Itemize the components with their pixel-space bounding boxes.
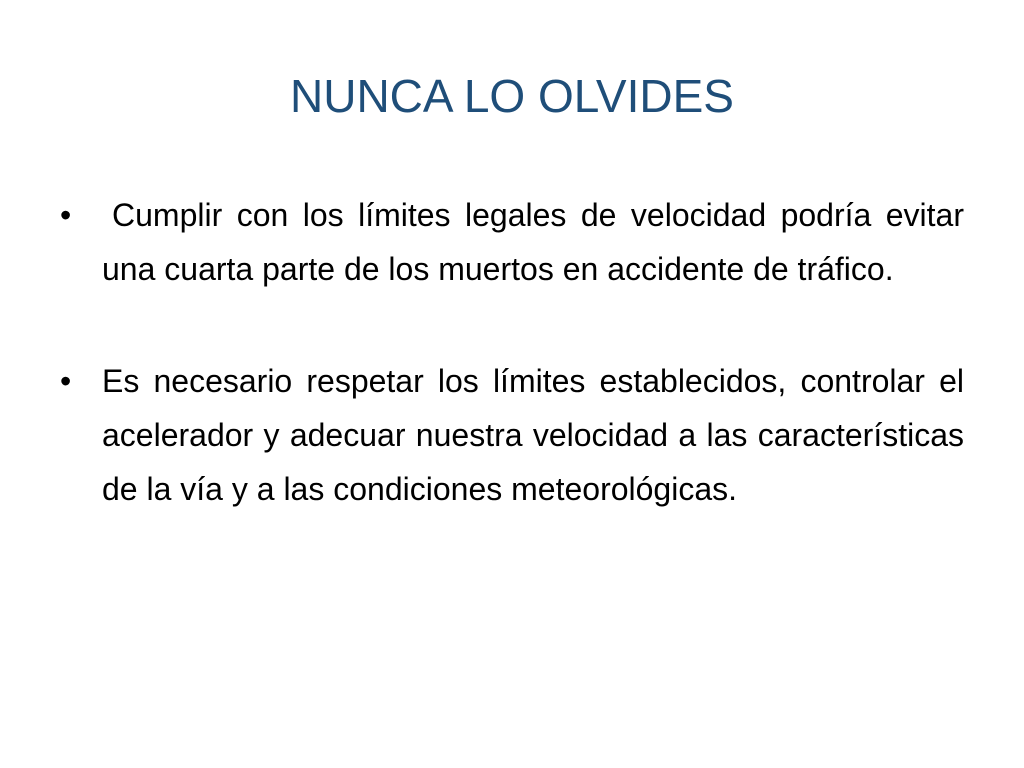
slide-title: NUNCA LO OLVIDES [290,70,734,122]
bullet-item [60,354,964,516]
bullet-text: Cumplir con los límites legales de velocidad podría evitar una cuarta parte de los muertos en accidente de tráfico. [102,197,964,287]
bullet-text: Es necesario respetar los límites establecidos, controlar el acelerador y adecuar nuestra velocidad a las características de la vía y a las condiciones meteorológicas. [102,363,964,507]
bullet-list [60,188,964,574]
bullet-marker: • [60,197,72,233]
bullet-item [60,188,964,296]
bullet-marker: • [60,363,72,399]
